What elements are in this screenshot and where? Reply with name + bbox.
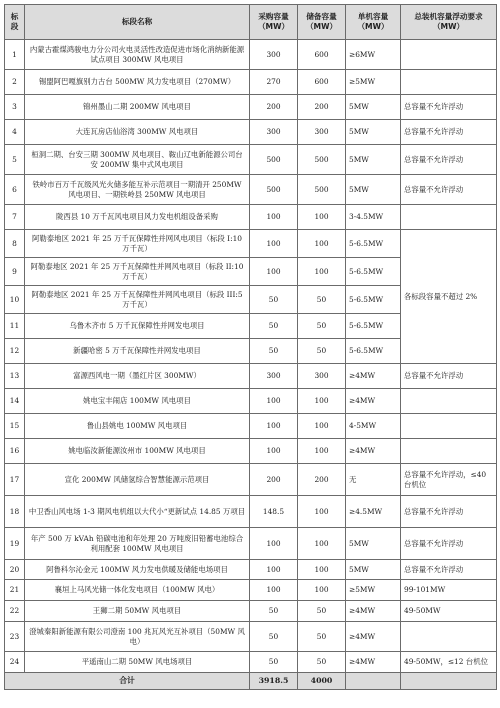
row-unit: ≥5MW — [346, 580, 401, 601]
row-storage: 50 — [298, 622, 346, 652]
row-seq: 12 — [5, 339, 25, 364]
row-purchase: 50 — [250, 622, 298, 652]
row-seq: 7 — [5, 205, 25, 230]
row-seq: 22 — [5, 601, 25, 622]
row-name: 富源西风电一期（墨红片区 300MW） — [25, 364, 250, 389]
row-float — [401, 205, 497, 230]
row-name: 阿勒泰地区 2021 年 25 万千瓦保障性并网风电项目（标段 III:5 万千瓦） — [25, 286, 250, 314]
table-row — [5, 389, 497, 414]
row-name: 桓洞二期、台安三期 300MW 风电项目、鞍山辽电新能源公司台安 200MW 集中式风电项目 — [25, 145, 250, 175]
row-storage: 50 — [298, 601, 346, 622]
row-name: 大连瓦房店仙浴湾 300MW 风电项目 — [25, 120, 250, 145]
header-seq: 标段 — [5, 5, 25, 40]
row-name: 澄城秦阳新能源有限公司澄南 100 兆瓦风光互补项目（50MW 风电） — [25, 622, 250, 652]
table-row — [5, 496, 497, 528]
row-purchase: 200 — [250, 95, 298, 120]
table-row — [5, 205, 497, 230]
bid-section-table — [4, 4, 497, 690]
total-storage: 4000 — [298, 673, 346, 690]
row-unit: ≥6MW — [346, 40, 401, 70]
row-unit: ≥4MW — [346, 622, 401, 652]
row-seq: 18 — [5, 496, 25, 528]
row-name: 锡盟阿巴嘎旗别力古台 500MW 风力发电项目（270MW） — [25, 70, 250, 95]
row-unit: 5MW — [346, 120, 401, 145]
row-storage: 500 — [298, 145, 346, 175]
row-float: 49-50MW — [401, 601, 497, 622]
row-float — [401, 414, 497, 439]
row-seq: 6 — [5, 175, 25, 205]
row-name: 王狮二期 50MW 风电项目 — [25, 601, 250, 622]
row-seq: 10 — [5, 286, 25, 314]
row-purchase: 200 — [250, 464, 298, 496]
table-row — [5, 414, 497, 439]
row-purchase: 100 — [250, 439, 298, 464]
row-storage: 100 — [298, 496, 346, 528]
row-unit: 3-4.5MW — [346, 205, 401, 230]
row-storage: 100 — [298, 580, 346, 601]
row-purchase: 300 — [250, 364, 298, 389]
table-body — [5, 40, 497, 673]
row-float — [401, 40, 497, 70]
table-row — [5, 528, 497, 560]
table-row — [5, 622, 497, 652]
merged-float-note: 各标段容量不超过 2% — [401, 230, 497, 364]
row-name: 平遥南山二期 50MW 风电场项目 — [25, 652, 250, 673]
row-unit: ≥4MW — [346, 439, 401, 464]
row-name: 宣化 200MW 风储氢综合智慧能源示范项目 — [25, 464, 250, 496]
row-purchase: 50 — [250, 314, 298, 339]
table-row — [5, 560, 497, 580]
row-storage: 200 — [298, 464, 346, 496]
row-float — [401, 622, 497, 652]
row-unit: 5MW — [346, 95, 401, 120]
row-purchase: 500 — [250, 145, 298, 175]
row-float: 49-50MW，≤12 台机位 — [401, 652, 497, 673]
row-purchase: 100 — [250, 230, 298, 258]
row-purchase: 100 — [250, 389, 298, 414]
row-storage: 300 — [298, 364, 346, 389]
row-unit: 5MW — [346, 560, 401, 580]
row-storage: 200 — [298, 95, 346, 120]
row-storage: 50 — [298, 652, 346, 673]
row-storage: 100 — [298, 230, 346, 258]
row-unit: 5-6.5MW — [346, 339, 401, 364]
table-row — [5, 601, 497, 622]
row-storage: 100 — [298, 389, 346, 414]
header-name: 标段名称 — [25, 5, 250, 40]
header-float: 总装机容量浮动要求（MW） — [401, 5, 497, 40]
row-storage: 100 — [298, 414, 346, 439]
row-seq: 13 — [5, 364, 25, 389]
row-purchase: 100 — [250, 580, 298, 601]
row-seq: 17 — [5, 464, 25, 496]
row-name: 乌鲁木齐市 5 万千瓦保障性并网发电项目 — [25, 314, 250, 339]
row-storage: 100 — [298, 205, 346, 230]
table-row — [5, 230, 497, 258]
row-float: 总容量不允许浮动 — [401, 364, 497, 389]
row-storage: 300 — [298, 120, 346, 145]
row-name: 姚电临汝新能源汝州市 100MW 风电项目 — [25, 439, 250, 464]
row-name: 铁岭市百万千瓦级风光火储多能互补示范项目一期清开 250MW 风电项目、一期铁岭县 250MW 风电项目 — [25, 175, 250, 205]
bid-table-container — [4, 4, 496, 690]
row-unit: 5MW — [346, 175, 401, 205]
row-unit: ≥4MW — [346, 601, 401, 622]
row-name: 鲁山县姚电 100MW 风电项目 — [25, 414, 250, 439]
row-seq: 2 — [5, 70, 25, 95]
row-name: 锦州墨山二期 200MW 风电项目 — [25, 95, 250, 120]
row-purchase: 148.5 — [250, 496, 298, 528]
row-purchase: 300 — [250, 120, 298, 145]
row-name: 阿勒泰地区 2021 年 25 万千瓦保障性并网风电项目（标段 II:10 万千瓦） — [25, 258, 250, 286]
row-float — [401, 70, 497, 95]
row-seq: 21 — [5, 580, 25, 601]
row-name: 姚电宝丰闹店 100MW 风电项目 — [25, 389, 250, 414]
row-unit: ≥4MW — [346, 364, 401, 389]
table-row — [5, 70, 497, 95]
row-name: 新疆哈密 5 万千瓦保障性并网发电项目 — [25, 339, 250, 364]
row-unit: ≥5MW — [346, 70, 401, 95]
row-name: 陇西县 10 万千瓦风电项目风力发电机组设备采购 — [25, 205, 250, 230]
table-row — [5, 175, 497, 205]
total-label: 合计 — [5, 673, 250, 690]
row-storage: 100 — [298, 528, 346, 560]
row-unit: 4-5MW — [346, 414, 401, 439]
row-name: 年产 500 万 kVAh 铅碳电池和年处理 20 万吨废旧铅蓄电池综合利用配套 100MW 风电项目 — [25, 528, 250, 560]
row-float: 总容量不允许浮动 — [401, 120, 497, 145]
row-name: 阿鲁科尔沁金元 100MW 风力发电供暖及储能电场项目 — [25, 560, 250, 580]
row-unit: 无 — [346, 464, 401, 496]
row-seq: 3 — [5, 95, 25, 120]
row-unit: ≥4MW — [346, 389, 401, 414]
table-row — [5, 439, 497, 464]
row-float: 总容量不允许浮动 — [401, 95, 497, 120]
row-unit: 5MW — [346, 528, 401, 560]
row-storage: 100 — [298, 560, 346, 580]
row-name: 中卫香山风电场 1-3 期风电机组以大代小“更新试点 14.85 万项目 — [25, 496, 250, 528]
header-unit: 单机容量（MW） — [346, 5, 401, 40]
row-storage: 100 — [298, 439, 346, 464]
row-purchase: 100 — [250, 205, 298, 230]
table-row — [5, 120, 497, 145]
row-storage: 600 — [298, 70, 346, 95]
row-storage: 600 — [298, 40, 346, 70]
row-storage: 50 — [298, 339, 346, 364]
row-purchase: 50 — [250, 601, 298, 622]
row-float: 总容量不允许浮动 — [401, 145, 497, 175]
row-float: 99-101MW — [401, 580, 497, 601]
table-row — [5, 145, 497, 175]
table-row — [5, 580, 497, 601]
row-seq: 19 — [5, 528, 25, 560]
row-float: 总容量不允许浮动 — [401, 560, 497, 580]
row-seq: 8 — [5, 230, 25, 258]
row-unit: 5-6.5MW — [346, 258, 401, 286]
row-seq: 9 — [5, 258, 25, 286]
row-unit: ≥4MW — [346, 652, 401, 673]
row-seq: 16 — [5, 439, 25, 464]
row-purchase: 300 — [250, 40, 298, 70]
row-seq: 15 — [5, 414, 25, 439]
table-header — [5, 5, 497, 40]
table-row — [5, 95, 497, 120]
row-seq: 20 — [5, 560, 25, 580]
row-seq: 24 — [5, 652, 25, 673]
row-unit: 5-6.5MW — [346, 314, 401, 339]
row-purchase: 50 — [250, 652, 298, 673]
row-purchase: 100 — [250, 414, 298, 439]
row-purchase: 50 — [250, 339, 298, 364]
row-seq: 1 — [5, 40, 25, 70]
row-float: 总容量不允许浮动 — [401, 496, 497, 528]
row-unit: ≥4.5MW — [346, 496, 401, 528]
total-purchase: 3918.5 — [250, 673, 298, 690]
row-purchase: 50 — [250, 286, 298, 314]
row-float: 总容量不允许浮动，≤40 台机位 — [401, 464, 497, 496]
table-row — [5, 364, 497, 389]
row-seq: 23 — [5, 622, 25, 652]
header-purchase: 采购容量（MW） — [250, 5, 298, 40]
total-float-empty — [401, 673, 497, 690]
row-float: 总容量不允许浮动 — [401, 528, 497, 560]
row-float: 总容量不允许浮动 — [401, 175, 497, 205]
table-row — [5, 652, 497, 673]
table-row — [5, 40, 497, 70]
row-seq: 14 — [5, 389, 25, 414]
row-seq: 5 — [5, 145, 25, 175]
row-purchase: 500 — [250, 175, 298, 205]
row-unit: 5MW — [346, 145, 401, 175]
total-unit-empty — [346, 673, 401, 690]
table-row — [5, 464, 497, 496]
row-unit: 5-6.5MW — [346, 230, 401, 258]
row-storage: 100 — [298, 258, 346, 286]
row-seq: 11 — [5, 314, 25, 339]
row-name: 内蒙古霍煤鸿骏电力分公司火电灵活性改造促进市场化消纳新能源试点项目 300MW 风电项目 — [25, 40, 250, 70]
header-storage: 储备容量（MW） — [298, 5, 346, 40]
row-storage: 50 — [298, 314, 346, 339]
row-name: 阿勒泰地区 2021 年 25 万千瓦保障性并网风电项目（标段 I:10 万千瓦） — [25, 230, 250, 258]
row-name: 襄垣上马风光储一体化发电项目（100MW 风电） — [25, 580, 250, 601]
row-purchase: 100 — [250, 258, 298, 286]
row-purchase: 100 — [250, 560, 298, 580]
row-purchase: 270 — [250, 70, 298, 95]
row-unit: 5-6.5MW — [346, 286, 401, 314]
row-float — [401, 389, 497, 414]
row-storage: 50 — [298, 286, 346, 314]
row-float — [401, 439, 497, 464]
table-footer — [5, 673, 497, 690]
row-seq: 4 — [5, 120, 25, 145]
row-storage: 500 — [298, 175, 346, 205]
row-purchase: 100 — [250, 528, 298, 560]
